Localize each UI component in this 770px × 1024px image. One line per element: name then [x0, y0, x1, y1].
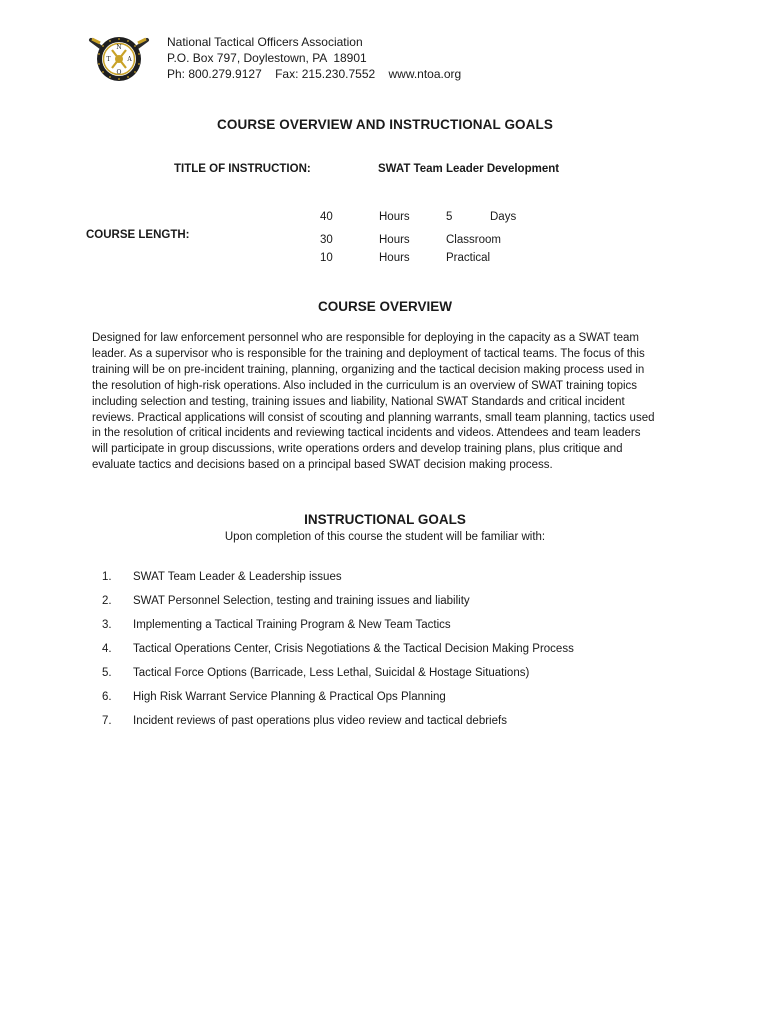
- overview-paragraph: Designed for law enforcement personnel who are responsible for deploying in the capacity as a SWAT team leader. As a supervisor who is responsible for the training and deployment of tactical teams. The focus of this training will be on pre-incident training, planning, organizing and the tactical decision making process used in the resolution of high-risk operations. Also included in the curriculum is an overview of SWAT training topics including selection and testing, training issues and liability, National SWAT Standards and critical incident reviews. Practical applications will consist of scouting and planning warrants, small team planning, tactics used in the resolution of critical incidents and reviewing tactical incidents and videos. Attendees and team leaders will participate in group discussions, write operations orders and develop training plans, plus critique and evaluate tactics and decisions based on a principal based SWAT decision making process.: [92, 332, 655, 472]
- course-length-label: COURSE LENGTH:: [86, 229, 190, 241]
- org-contact: Ph: 800.279.9127 Fax: 215.230.7552 www.ntoa.org: [167, 67, 462, 81]
- length-days-label: Days: [490, 211, 517, 223]
- length-unit: Hours: [379, 252, 410, 264]
- goal-number: 5.: [102, 667, 112, 679]
- length-type-classroom: Classroom: [446, 234, 501, 246]
- length-type-practical: Practical: [446, 252, 491, 264]
- list-item: [0, 664, 770, 688]
- list-item: [0, 640, 770, 664]
- org-name: National Tactical Officers Association: [167, 35, 363, 49]
- length-hours-total: 40: [320, 211, 333, 223]
- letterhead-address: [167, 34, 461, 82]
- org-address: P.O. Box 797, Doylestown, PA 18901: [167, 51, 367, 65]
- length-unit: Hours: [379, 234, 410, 246]
- list-item: [0, 688, 770, 712]
- length-hours-practical: 10: [320, 252, 333, 264]
- logo-letter-a: A: [127, 56, 132, 63]
- goal-text: SWAT Team Leader & Leadership issues: [133, 571, 342, 583]
- length-hours-classroom: 30: [320, 234, 333, 246]
- length-days-count: 5: [446, 211, 453, 223]
- document-title: COURSE OVERVIEW AND INSTRUCTIONAL GOALS: [217, 117, 553, 132]
- logo-letter-t: T: [106, 56, 111, 63]
- goal-number: 7.: [102, 715, 112, 727]
- goals-intro: Upon completion of this course the student will be familiar with:: [224, 531, 546, 543]
- list-item: [0, 616, 770, 640]
- goal-number: 1.: [102, 571, 112, 583]
- goal-text: Tactical Force Options (Barricade, Less Lethal, Suicidal & Hostage Situations): [133, 667, 530, 679]
- logo-letter-n: N: [116, 44, 122, 51]
- goal-number: 6.: [102, 691, 112, 703]
- instruction-value: SWAT Team Leader Development: [378, 163, 560, 175]
- overview-heading: COURSE OVERVIEW: [317, 299, 453, 314]
- goal-number: 4.: [102, 643, 112, 655]
- goal-text: High Risk Warrant Service Planning & Practical Ops Planning: [133, 691, 446, 703]
- goal-number: 2.: [102, 595, 112, 607]
- length-unit: Hours: [379, 211, 410, 223]
- goal-text: SWAT Personnel Selection, testing and training issues and liability: [133, 595, 470, 607]
- goal-text: Incident reviews of past operations plus video review and tactical debriefs: [133, 715, 507, 727]
- list-item: [0, 712, 770, 736]
- list-item: [0, 592, 770, 616]
- instruction-label: TITLE OF INSTRUCTION:: [174, 163, 311, 175]
- list-item: [0, 568, 770, 592]
- logo-letter-o: O: [116, 69, 122, 76]
- goal-number: 3.: [102, 619, 112, 631]
- goal-text: Tactical Operations Center, Crisis Negotiations & the Tactical Decision Making Process: [133, 643, 574, 655]
- goals-list: [0, 568, 770, 736]
- goals-heading: INSTRUCTIONAL GOALS: [304, 512, 466, 527]
- goal-text: Implementing a Tactical Training Program & New Team Tactics: [133, 619, 451, 631]
- ntoa-seal-icon: [88, 34, 150, 84]
